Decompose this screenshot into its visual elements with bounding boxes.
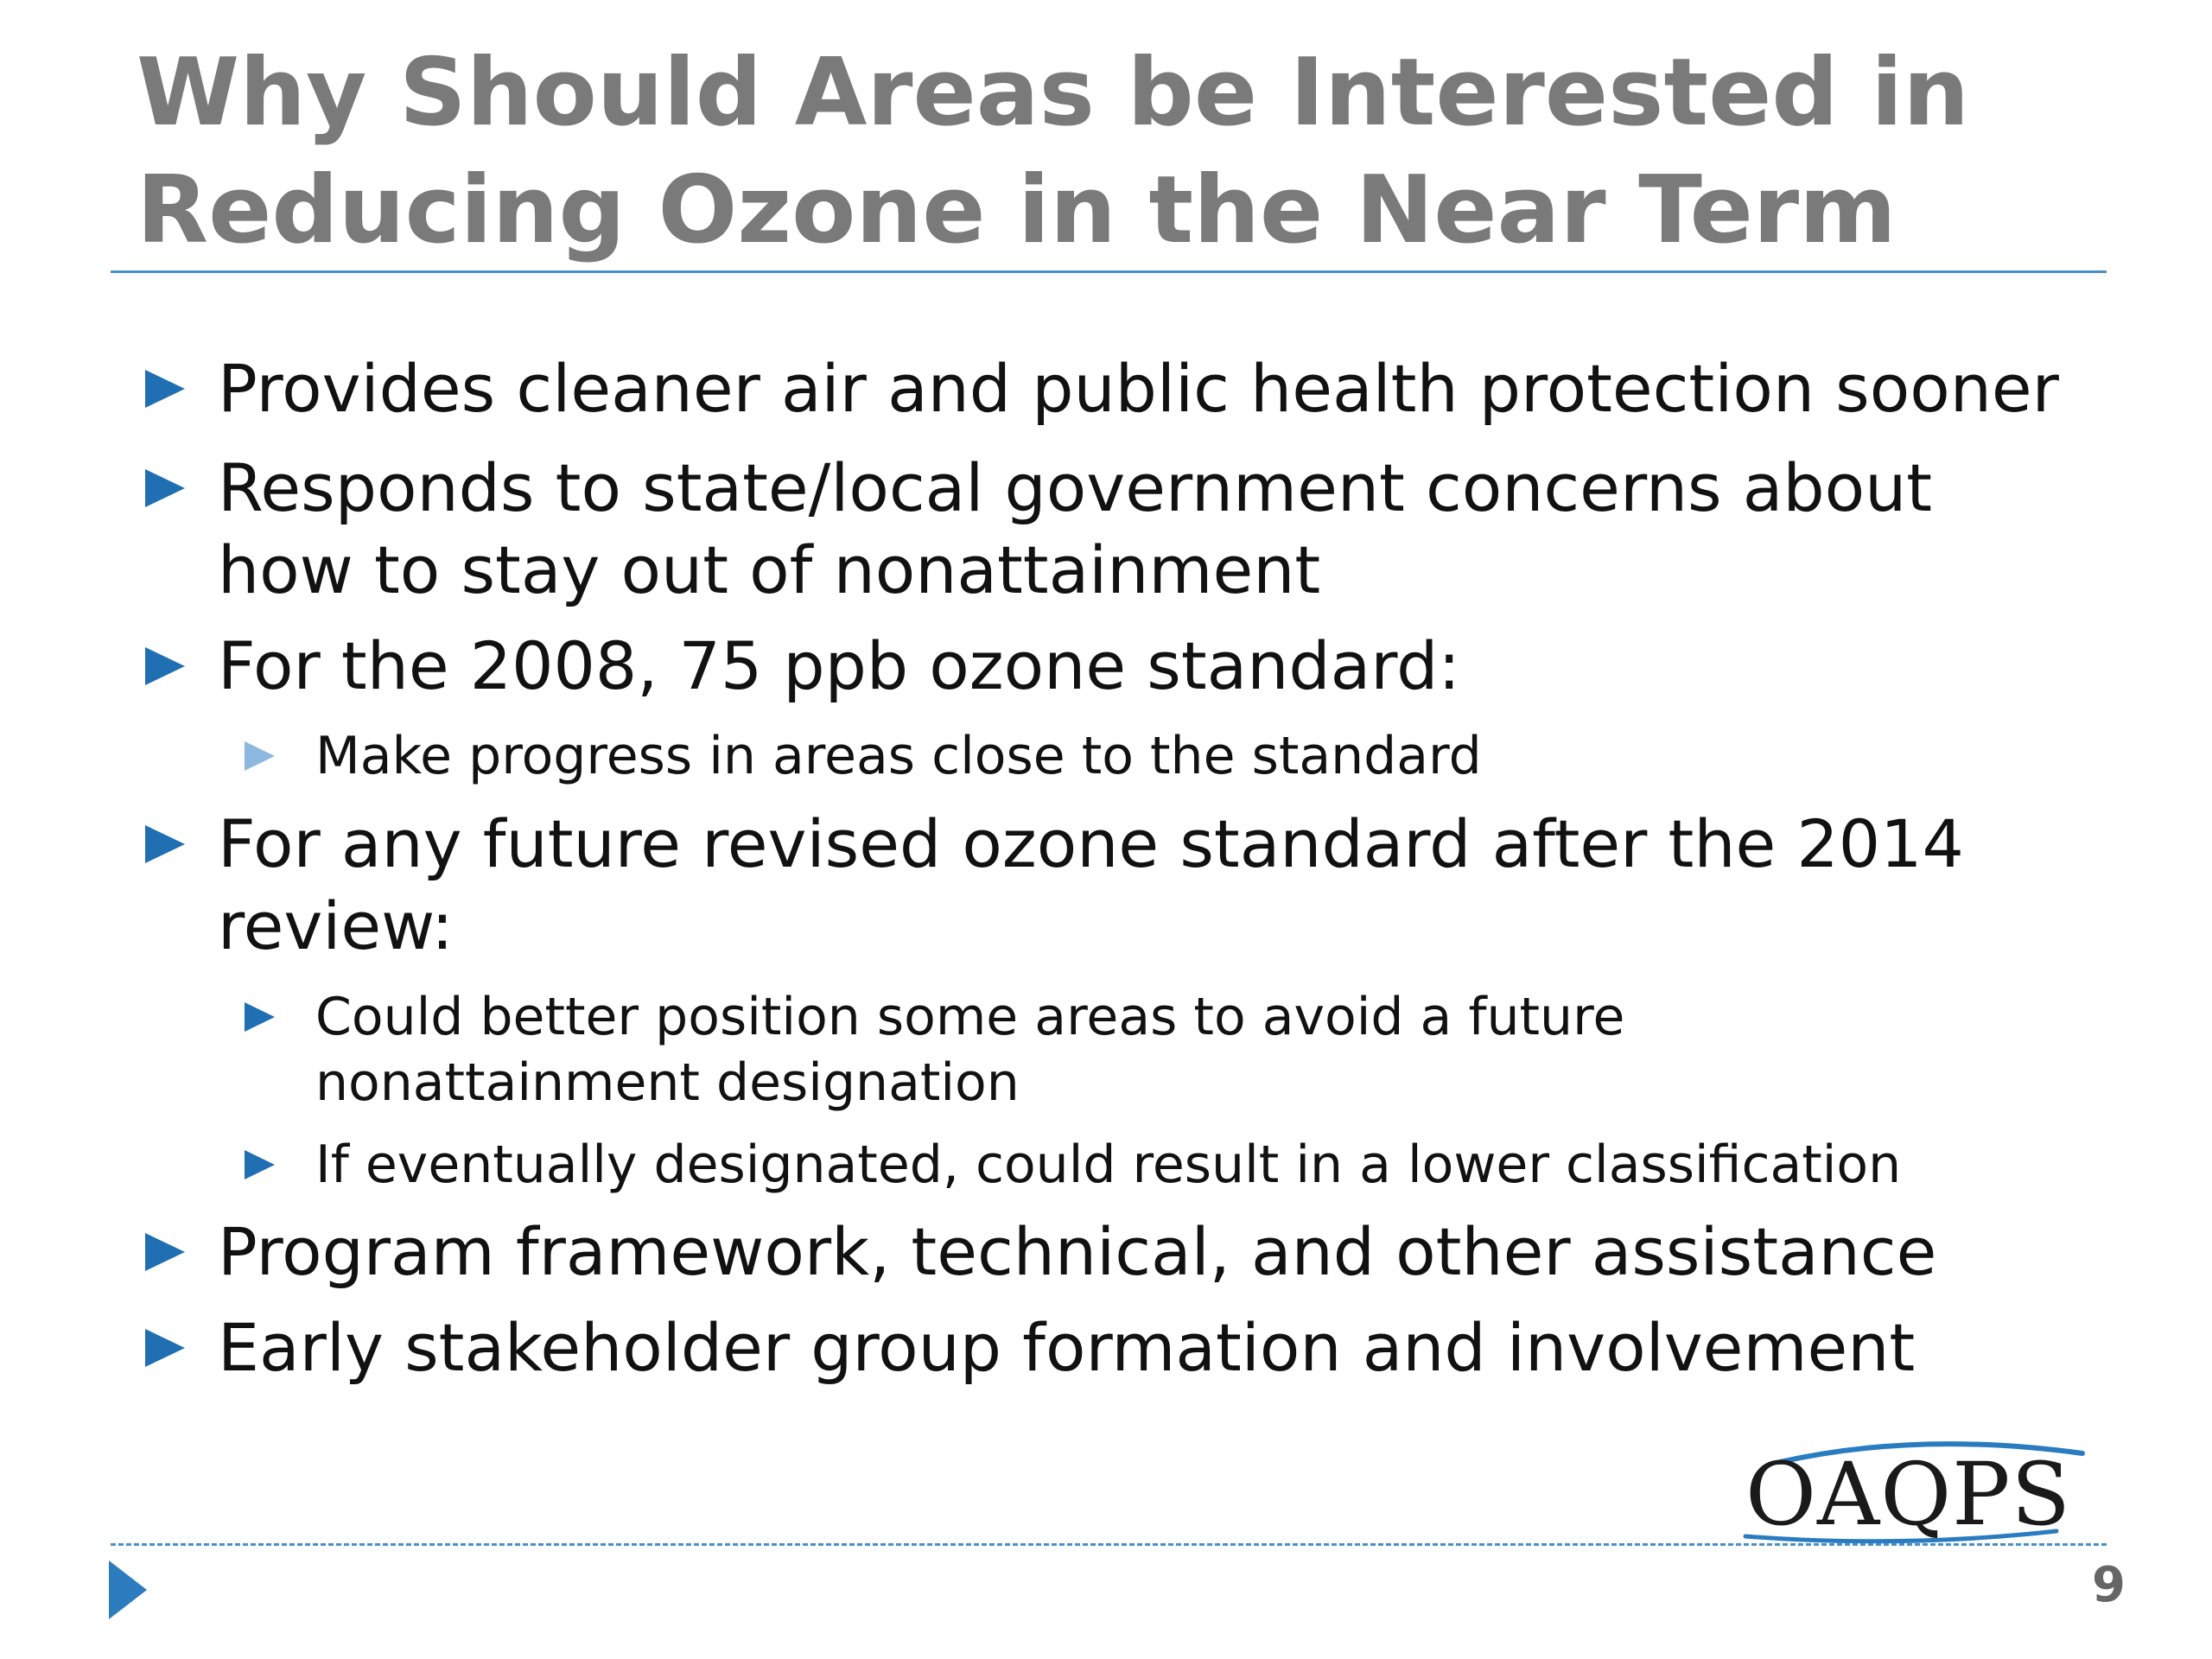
sub-bullet-text-continued: nonattainment designation	[315, 1052, 1020, 1113]
oaqps-logo	[1728, 1434, 2100, 1547]
bullet-text: For any future revised ozone standard after the 2014	[218, 805, 1964, 882]
sub-bullet-triangle-icon	[245, 1150, 275, 1179]
title-line-1: Why Should Areas be Interested in	[137, 39, 1970, 147]
title-underline	[111, 270, 2107, 273]
sub-bullet-text: If eventually designated, could result in a lower classification	[315, 1135, 1902, 1195]
bullet-triangle-icon	[145, 469, 185, 507]
bullet-triangle-icon	[145, 1233, 185, 1271]
bullet-triangle-icon	[145, 1329, 185, 1367]
title-line-2: Reducing Ozone in the Near Term	[137, 156, 1897, 264]
bullet-text: Early stakeholder group formation and involvement	[218, 1309, 1916, 1386]
sub-bullet-text: Make progress in areas close to the standard	[315, 726, 1482, 786]
footer-divider	[111, 1543, 2107, 1546]
bullet-text: Responds to state/local government concerns about	[218, 449, 1933, 526]
bullet-text-continued: review:	[218, 887, 454, 964]
page-number: 9	[2092, 1557, 2126, 1613]
bullet-text: Program framework, technical, and other assistance	[218, 1213, 1937, 1290]
bullet-triangle-icon	[145, 825, 185, 863]
bullet-text: For the 2008, 75 ppb ozone standard:	[218, 627, 1460, 704]
bullet-text: Provides cleaner air and public health protection sooner	[218, 350, 2059, 427]
bullet-triangle-icon	[145, 647, 185, 685]
slide-title	[137, 35, 2089, 270]
footer-triangle-icon	[109, 1560, 147, 1619]
bullet-text-continued: how to stay out of nonattainment	[218, 531, 1321, 608]
sub-bullet-triangle-icon	[245, 1002, 275, 1032]
bullet-triangle-icon	[145, 370, 185, 408]
sub-bullet-triangle-icon	[245, 741, 275, 771]
sub-bullet-text: Could better position some areas to avoid a future	[315, 987, 1625, 1047]
logo-text: OAQPS	[1745, 1444, 2071, 1545]
